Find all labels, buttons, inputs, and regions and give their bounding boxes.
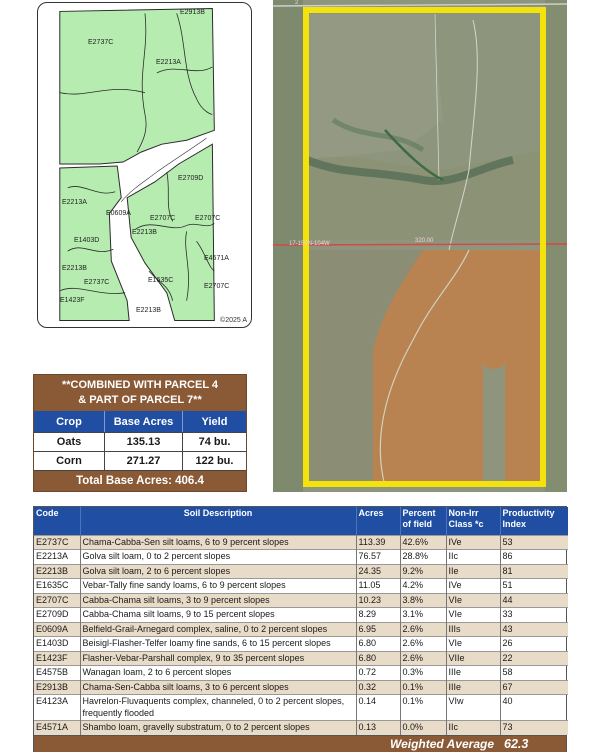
- productivity-cell: 73: [500, 721, 568, 735]
- percent-cell: 42.6%: [400, 535, 446, 550]
- soil-description-cell: Chama-Cabba-Sen silt loams, 6 to 9 percent slopes: [80, 535, 356, 550]
- yield-row: [34, 451, 246, 470]
- acres-cell: 6.95: [356, 622, 400, 637]
- productivity-cell: 33: [500, 608, 568, 623]
- class-cell: VIe: [446, 608, 500, 623]
- acres-cell: 6.80: [356, 637, 400, 652]
- soil-map-label: E2737C: [88, 39, 114, 46]
- percent-cell: 4.2%: [400, 579, 446, 594]
- class-cell: VIe: [446, 593, 500, 608]
- class-cell: IVe: [446, 579, 500, 594]
- soil-table-row: [34, 651, 568, 666]
- soil-table-row: [34, 637, 568, 652]
- soil-table-header: [34, 507, 568, 535]
- code-cell: E1635C: [34, 579, 80, 594]
- code-cell: E2737C: [34, 535, 80, 550]
- soil-table-row: [34, 680, 568, 695]
- percent-cell: 28.8%: [400, 550, 446, 565]
- soil-map-label: E2213B: [132, 229, 157, 236]
- soil-map-label: E2707C: [195, 215, 221, 222]
- code-cell: E4575B: [34, 666, 80, 681]
- soil-table-row: [34, 550, 568, 565]
- acres-cell: 76.57: [356, 550, 400, 565]
- soil-map-label: E2707C: [150, 215, 176, 222]
- yield-title-line2: & PART OF PARCEL 7**: [78, 394, 202, 406]
- soil-map-label: E2709D: [178, 175, 204, 182]
- soil-map-label: E1403D: [74, 237, 100, 244]
- soil-map-label: E2213A: [156, 59, 181, 66]
- acres-cell: 6.80: [356, 651, 400, 666]
- percent-cell: 2.6%: [400, 651, 446, 666]
- weighted-average-value: 62.3: [504, 737, 529, 751]
- soil-map-label: E2737C: [84, 279, 110, 286]
- class-cell: IIIe: [446, 680, 500, 695]
- header-productivity-index: Productivity Index: [500, 507, 568, 535]
- class-cell: IIe: [446, 564, 500, 579]
- yield-table-title: [34, 375, 246, 411]
- soil-map-label: E4571A: [204, 255, 229, 262]
- percent-cell: 3.8%: [400, 593, 446, 608]
- soil-table-row: [34, 622, 568, 637]
- class-cell: IIIe: [446, 666, 500, 681]
- soil-description-cell: Beisigl-Flasher-Telfer loamy fine sands, 6 to 15 percent slopes: [80, 637, 356, 652]
- yield-cell: 74 bu.: [182, 433, 246, 451]
- crop-cell: Corn: [56, 455, 82, 467]
- soil-map-label: E2213B: [136, 307, 161, 314]
- code-cell: E4571A: [34, 721, 80, 735]
- productivity-cell: 53: [500, 535, 568, 550]
- road-label: 17-150N-104W: [289, 241, 330, 247]
- soil-description-cell: Chama-Sen-Cabba silt loams, 3 to 6 percent slopes: [80, 680, 356, 695]
- base-acres-cell: 271.27: [104, 452, 182, 470]
- header-yield: Yield: [182, 411, 246, 432]
- soil-table: [33, 506, 567, 752]
- class-cell: VIw: [446, 695, 500, 721]
- code-cell: E2213B: [34, 564, 80, 579]
- weighted-average-row: [34, 735, 566, 752]
- class-cell: IIc: [446, 721, 500, 735]
- header-soil-description: Soil Description: [80, 507, 356, 535]
- soil-map-label: E2913B: [180, 9, 205, 16]
- code-cell: E1403D: [34, 637, 80, 652]
- productivity-cell: 67: [500, 680, 568, 695]
- acres-cell: 0.32: [356, 680, 400, 695]
- productivity-cell: 22: [500, 651, 568, 666]
- soil-description-cell: Belfield-Grail-Arnegard complex, saline, 0 to 2 percent slopes: [80, 622, 356, 637]
- percent-cell: 0.1%: [400, 680, 446, 695]
- soil-description-cell: Golva silt loam, 0 to 2 percent slopes: [80, 550, 356, 565]
- soil-description-cell: Wanagan loam, 2 to 6 percent slopes: [80, 666, 356, 681]
- aerial-photo: [273, 0, 567, 492]
- yield-table: [33, 374, 247, 492]
- acres-cell: 0.14: [356, 695, 400, 721]
- copyright-text: ©2025 A: [220, 317, 247, 324]
- soil-map-label: E1635C: [148, 277, 174, 284]
- soil-table-row: [34, 579, 568, 594]
- productivity-cell: 26: [500, 637, 568, 652]
- acres-cell: 0.72: [356, 666, 400, 681]
- base-acres-cell: 135.13: [104, 433, 182, 451]
- percent-cell: 0.0%: [400, 721, 446, 735]
- header-percent-of-field: Percent of field: [400, 507, 446, 535]
- acres-cell: 8.29: [356, 608, 400, 623]
- soil-description-cell: Golva silt loam, 2 to 6 percent slopes: [80, 564, 356, 579]
- header-crop: Crop: [56, 415, 82, 428]
- percent-cell: 3.1%: [400, 608, 446, 623]
- class-cell: VIe: [446, 637, 500, 652]
- soil-map-label: E2213B: [62, 265, 87, 272]
- acres-cell: 10.23: [356, 593, 400, 608]
- soil-description-cell: Vebar-Tally fine sandy loams, 6 to 9 percent slopes: [80, 579, 356, 594]
- yield-cell: 122 bu.: [182, 452, 246, 470]
- soil-map-label: E2707C: [204, 283, 230, 290]
- code-cell: E0609A: [34, 622, 80, 637]
- percent-cell: 2.6%: [400, 622, 446, 637]
- class-cell: IIc: [446, 550, 500, 565]
- class-cell: IIIs: [446, 622, 500, 637]
- soil-description-cell: Cabba-Chama silt loams, 9 to 15 percent slopes: [80, 608, 356, 623]
- road-label: 320.00: [415, 238, 434, 244]
- class-cell: VIIe: [446, 651, 500, 666]
- soil-table-row: [34, 695, 568, 721]
- acres-cell: 113.39: [356, 535, 400, 550]
- productivity-cell: 51: [500, 579, 568, 594]
- productivity-cell: 44: [500, 593, 568, 608]
- weighted-average-label: Weighted Average: [389, 737, 494, 751]
- percent-cell: 0.1%: [400, 695, 446, 721]
- percent-cell: 0.3%: [400, 666, 446, 681]
- soil-map-label: E0609A: [106, 210, 131, 217]
- header-acres: Acres: [356, 507, 400, 535]
- productivity-cell: 58: [500, 666, 568, 681]
- code-cell: E1423F: [34, 651, 80, 666]
- soil-map-label: E2213A: [62, 199, 87, 206]
- code-cell: E2213A: [34, 550, 80, 565]
- acres-cell: 24.35: [356, 564, 400, 579]
- productivity-cell: 81: [500, 564, 568, 579]
- acres-cell: 11.05: [356, 579, 400, 594]
- code-cell: E2709D: [34, 608, 80, 623]
- percent-cell: 9.2%: [400, 564, 446, 579]
- soil-table-row: [34, 721, 568, 735]
- crop-cell: Oats: [56, 436, 82, 448]
- soil-table-row: [34, 564, 568, 579]
- total-base-acres: Total Base Acres: 406.4: [34, 470, 246, 491]
- soil-map-drawing: [38, 3, 251, 327]
- yield-table-header: [34, 411, 246, 432]
- soil-table-row: [34, 608, 568, 623]
- code-cell: E2707C: [34, 593, 80, 608]
- code-cell: E4123A: [34, 695, 80, 721]
- yield-title-line1: **COMBINED WITH PARCEL 4: [61, 379, 219, 391]
- header-base-acres: Base Acres: [104, 411, 182, 432]
- productivity-cell: 40: [500, 695, 568, 721]
- soil-map: [37, 2, 252, 328]
- header-code: Code: [34, 507, 80, 535]
- soil-description-cell: Shambo loam, gravelly substratum, 0 to 2 percent slopes: [80, 721, 356, 735]
- class-cell: IVe: [446, 535, 500, 550]
- soil-description-cell: Havrelon-Fluvaquents complex, channeled, 0 to 2 percent slopes, frequently flooded: [80, 695, 356, 721]
- yield-row: [34, 432, 246, 451]
- soil-description-cell: Flasher-Vebar-Parshall complex, 9 to 35 percent slopes: [80, 651, 356, 666]
- road-label: 2: [295, 0, 299, 6]
- soil-map-label: E1423F: [60, 297, 85, 304]
- header-non-irr-class: Non-Irr Class *c: [446, 507, 500, 535]
- soil-table-row: [34, 535, 568, 550]
- percent-cell: 2.6%: [400, 637, 446, 652]
- soil-table-row: [34, 593, 568, 608]
- soil-table-row: [34, 666, 568, 681]
- productivity-cell: 43: [500, 622, 568, 637]
- soil-description-cell: Cabba-Chama silt loams, 3 to 9 percent slopes: [80, 593, 356, 608]
- productivity-cell: 86: [500, 550, 568, 565]
- acres-cell: 0.13: [356, 721, 400, 735]
- code-cell: E2913B: [34, 680, 80, 695]
